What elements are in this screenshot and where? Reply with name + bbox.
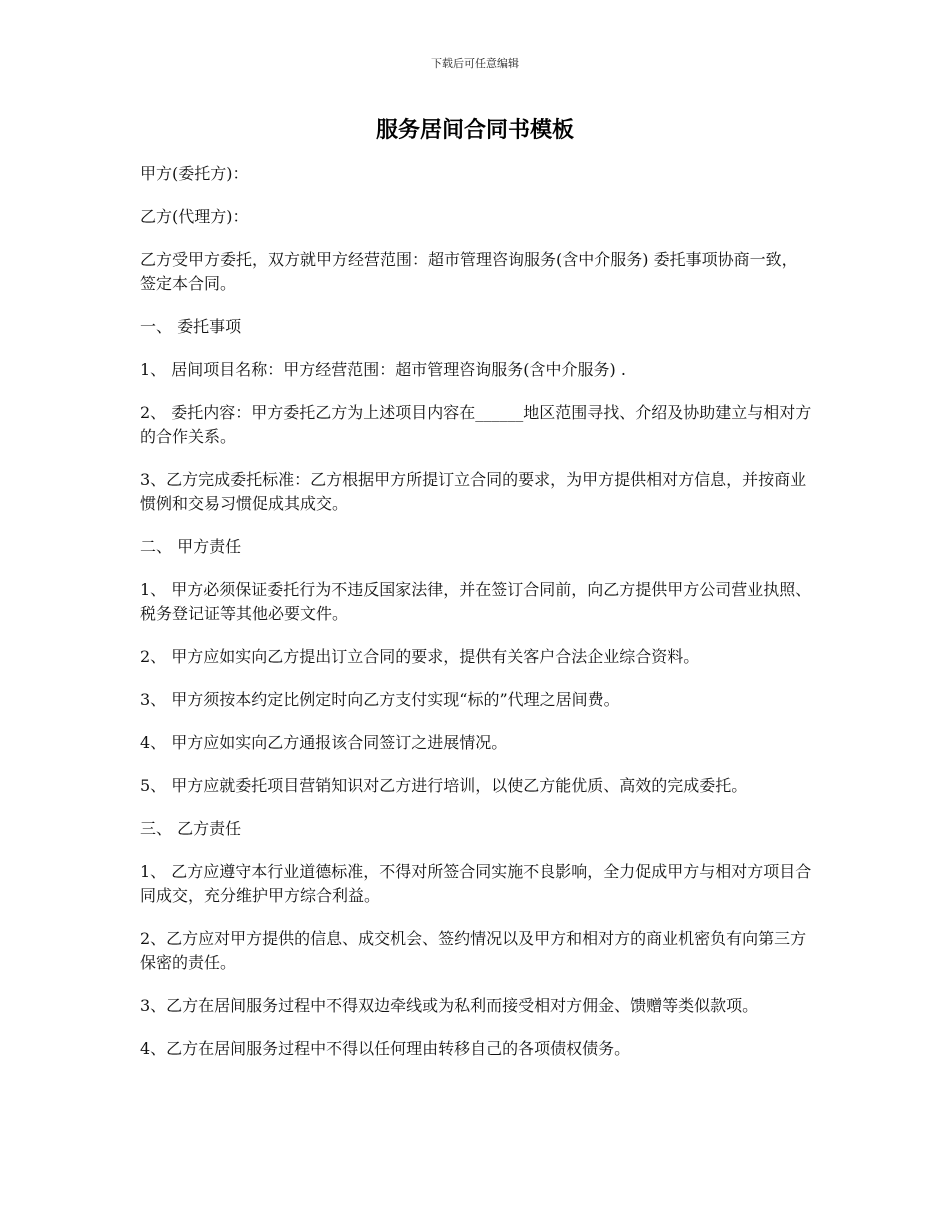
- clause-paragraph: 3、乙方在居间服务过程中不得双边牵线或为私利而接受相对方佣金、馈赠等类似款项。: [140, 996, 759, 1015]
- section-heading: 一、 委托事项: [140, 317, 242, 336]
- party-b-line: 乙方(代理方)：: [140, 207, 249, 226]
- document-body: [140, 162, 812, 1080]
- clause-paragraph: 3、 甲方须按本约定比例定时向乙方支付实现“标的”代理之居间费。: [140, 690, 620, 709]
- clause-paragraph: 1、 乙方应遵守本行业道德标准，不得对所签合同实施不良影响，全力促成甲方与相对方项目合同成交，充分维护甲方综合利益。: [140, 862, 812, 905]
- clause-paragraph: 4、乙方在居间服务过程中不得以任何理由转移自己的各项债权债务。: [140, 1039, 631, 1058]
- clause-paragraph: 2、乙方应对甲方提供的信息、成交机会、签约情况以及甲方和相对方的商业机密负有向第三方保密的责任。: [140, 929, 807, 972]
- party-a-line: 甲方(委托方)：: [140, 164, 249, 183]
- section-heading: 二、 甲方责任: [140, 537, 242, 556]
- section-heading: 三、 乙方责任: [140, 819, 242, 838]
- clause-paragraph: 3、乙方完成委托标准：乙方根据甲方所提订立合同的要求，为甲方提供相对方信息，并按商业惯例和交易习惯促成其成交。: [140, 470, 807, 513]
- clause-paragraph: 4、 甲方应如实向乙方通报该合同签订之进展情况。: [140, 733, 508, 752]
- document-title: 服务居间合同书模板: [375, 117, 574, 143]
- clause-paragraph: 2、 委托内容：甲方委托乙方为上述项目内容在______地区范围寻找、介绍及协助建立与相对方的合作关系。: [140, 403, 812, 446]
- clause-paragraph: 1、 甲方必须保证委托行为不违反国家法律，并在签订合同前，向乙方提供甲方公司营业执照、税务登记证等其他必要文件。: [140, 580, 812, 623]
- clause-paragraph: 2、 甲方应如实向乙方提出订立合同的要求，提供有关客户合法企业综合资料。: [140, 647, 700, 666]
- header-note: 下载后可任意编辑: [431, 57, 519, 70]
- intro-paragraph: 乙方受甲方委托，双方就甲方经营范围：超市管理咨询服务(含中介服务) 委托事项协商一致，签定本合同。: [140, 250, 798, 293]
- clause-paragraph: 1、 居间项目名称：甲方经营范围：超市管理咨询服务(含中介服务) .: [140, 360, 626, 379]
- clause-paragraph: 5、 甲方应就委托项目营销知识对乙方进行培训，以使乙方能优质、高效的完成委托。: [140, 776, 748, 795]
